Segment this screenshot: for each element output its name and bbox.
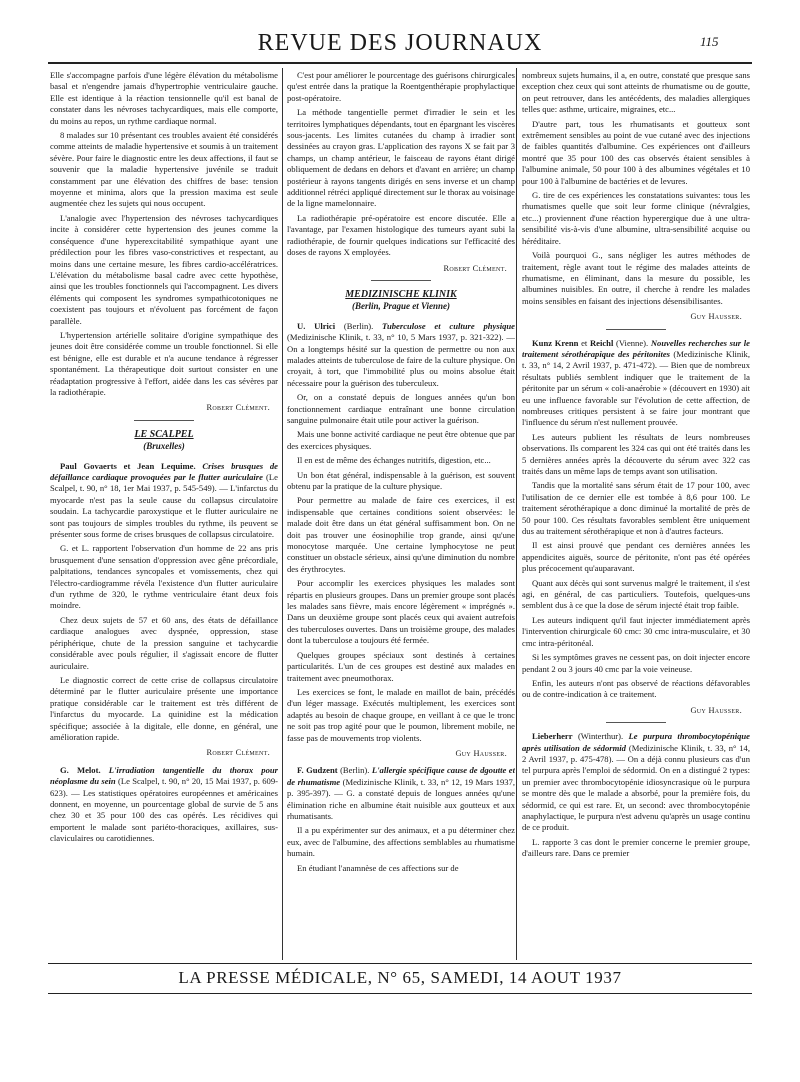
- paragraph: Voilà pourquoi G., sans négliger les autres méthodes de traitement, règle avant tout le régime des malades atteints de rhumatisme, en éliminant, dans la mesure du possible, les albumines nuisibles. En outre, il cherche à rendre les malades moins sensibles en faisant des injections désensibilisantes.: [522, 250, 750, 306]
- article-city: (Berlin).: [343, 320, 374, 331]
- paragraph: En étudiant l'anamnèse de ces affections sur de: [297, 862, 459, 873]
- header-rule: [48, 62, 752, 64]
- paragraph: Tandis que la mortalité sans sérum était de 17 pour 100, avec l'utilisation de ce dernier elle est tombée à 8,6 pour 100. Le traitement sérothérapique a donc diminué la mortalité de près de 50 pour 100. Ces résultats favorables semblent être uniquement dus au traitement sérothérapique et non à d'autres facteurs.: [522, 480, 750, 537]
- paragraph: Les auteurs publient les résultats de leurs nombreuses observations. Ils comparent les 324 cas qui ont été traités dans les 5 dernières années après la découverte du sérum avec 322 cas traités dans un même laps de temps avant son utilisation.: [522, 431, 750, 476]
- article-city: (Vienne).: [616, 337, 649, 348]
- column-3: [522, 70, 750, 958]
- article-title: Nouvelles recherches sur le traitement sérothérapique des péritonites: [522, 337, 750, 359]
- article-title: Tuberculose et culture physique: [382, 320, 515, 331]
- page-number: 115: [700, 34, 719, 49]
- article-authors: Kunz Krenn: [532, 337, 579, 348]
- journal-title: MEDIZINISCHE KLINIK: [345, 288, 457, 300]
- section-separator: [371, 280, 431, 281]
- article-reference: (Medizinische Klinik, t. 33, n° 14, 2 Avril 1937, p. 471-472). — Bien que de nombreux résultats publiés semblent indiquer que le traitement de la péritonite par un sérum « coli-anaérobie » (découvert en 1930) ait eu une influence favorable sur l'évolution de cette affection, de nombreuses critiques persistent à se faire jour montrant que l'influence du sérum n'est nullement prouvée.: [522, 348, 750, 428]
- paragraph: Il est ainsi prouvé que pendant ces dernières années les appendicites aiguës, source de péritonite, n'ont pas été opérées plus précocement qu'auparavant.: [522, 540, 750, 574]
- article-title: L'irradiation tangentielle du thorax pour néoplasme du sein: [50, 764, 278, 787]
- column-divider: [516, 68, 517, 960]
- author-signature: Robert Clément.: [206, 748, 270, 758]
- article-reference: (Medizinische Klinik, t. 33, n° 12, 19 Mars 1937, p. 395-397). — G. a constaté depuis de longues années qu'une élimination riche en albumine était nuisible aux goutteux et aux rhumatisants.: [287, 776, 515, 821]
- article-abstract: [287, 765, 515, 822]
- author-signature: Robert Clément.: [206, 403, 270, 413]
- article-authors: Paul Govaerts et Jean Lequime.: [60, 460, 196, 471]
- article-abstract: [522, 338, 750, 429]
- paragraph: G. et L. rapportent l'observation d'un homme de 22 ans pris brusquement d'une sensation d'oppression avec gêne précordiale, palpitations, tendances syncopales et vomissements, chez qui l'électro-cardiogramme révéla l'existence d'un flutter auriculaire d'un rythme de 320, le rythme ventriculaire étant deux fois moindre.: [50, 543, 278, 611]
- article-abstract: [50, 765, 278, 845]
- column-2: [287, 70, 515, 958]
- article-authors: Reichl: [589, 337, 614, 348]
- column-divider: [282, 68, 283, 960]
- article-authors: Lieberherr: [532, 731, 573, 742]
- article-authors: U. Ulrici: [297, 320, 336, 331]
- paragraph: L. rapporte 3 cas dont le premier concerne le premier groupe, d'ailleurs rare. Dans ce premier: [522, 836, 750, 859]
- article-abstract: [50, 461, 278, 541]
- paragraph: Quant aux décès qui sont survenus malgré le traitement, il s'est agi, en général, de cas particuliers. Toutefois, quelques-uns semblent dus à ce que la dose de sérum injecté était trop faible.: [522, 577, 750, 611]
- section-separator: [606, 329, 666, 330]
- paragraph: Il a pu expérimenter sur des animaux, et a pu déterminer chez eux, avec de l'albumine, des affections semblables au rhumatisme humain.: [287, 825, 515, 859]
- article-abstract: [522, 731, 750, 834]
- paragraph: Il en est de même des échanges nutritifs, digestion, etc...: [297, 455, 491, 466]
- paragraph: Le diagnostic correct de cette crise de collapsus circulatoire déterminé par le flutter auriculaire présente une importance pratique considérable car le traitement est très différent de l'infarctus du myocarde. La quinidine est la médication spécifique; associée à la digitale, elle donne, en général, une amélioration rapide.: [50, 674, 278, 742]
- section-separator: [606, 722, 666, 723]
- paragraph: nombreux sujets humains, il a, en outre, constaté que presque sans exception chez ceux qui sont atteints de rhumatisme ou de goutte, on peut retrouver, dans les antécédents, des maladies allergiques telles que: asthme, urticaire, migraines, etc...: [522, 70, 750, 115]
- author-signature: Guy Hausser.: [690, 705, 742, 715]
- paragraph: Quelques groupes spéciaux sont destinés à certaines particularités. L'un de ces groupes est destiné aux malades en traitement avec pneumothorax.: [287, 649, 515, 683]
- article-authors: G. Melot.: [60, 764, 101, 775]
- paragraph: G. tire de ces expériences les constatations suivantes: tous les rhumatismes quelle que soit leur forme clinique (névralgies, etc...) proviennent d'une réaction hyperergique due à une ultra-sensibilité vis-à-vis d'une albumine, ultra-sensibilité acquise ou héréditaire.: [522, 190, 750, 246]
- paragraph: Les exercices se font, le malade en maillot de bain, précédés d'un léger massage. Exécutés multiplement, les exercices sont adaptés au besoin de chaque groupe, en veillant à ce que le tronc ne soit pas trop agité pour que le poumon, librement mobile, ne fasse pas de mouvements trop violents.: [287, 686, 515, 743]
- article-reference: (Medizinische Klinik, t. 33, n° 14, 2 Avril 1937, p. 475-478). — On a déjà connu plusieurs cas d'un tel purpura après l'emploi de sédormid. On en a distingué 2 types: un premier avec thrombocytopénie idiosyncrasique où le purpura se montre dès que le malade a absorbé, pour la première fois, du sédormid, ce qui est rare. Et, un second: avec thrombocytopénie anaphylactique, le purpura n'est advenu qu'après un usage continu de ce produit.: [522, 742, 750, 833]
- article-abstract: [287, 321, 515, 389]
- paragraph: D'autre part, tous les rhumatisants et goutteux sont extrêmement sensibles au point de vue cutané avec des injections de faibles quantités d'albumine. Ces expériences ont d'ailleurs montré que 35 pour 100 des cas observés étaient sensibles à l'albumine animale, 50 pour 100 à des albumines végétales et 10 pour 100 à l'albumine de bactéries et de levures.: [522, 118, 750, 186]
- page-footer: LA PRESSE MÉDICALE, N° 65, SAMEDI, 14 AOUT 1937: [178, 968, 622, 987]
- paragraph: C'est pour améliorer le pourcentage des guérisons chirurgicales qu'est entrée dans la pratique la Roentgenthérapie prophylactique post-opératoire.: [287, 70, 515, 103]
- article-reference: (Medizinische Klinik, t. 33, n° 10, 5 Mars 1937, p. 321-322). — On a longtemps hésité sur la question de permettre ou non aux malades atteints de tuberculose de faire de la culture physique. On croyait, à tort, que l'immobilité plus ou moins absolue était nécessaire pour la guérison des tuberculeux.: [287, 332, 515, 388]
- paragraph: Or, on a constaté depuis de longues années qu'un bon fonctionnement cardiaque entraînant une bonne circulation sanguine pulmonaire était utile pour activer la guérison.: [287, 392, 515, 425]
- article-title: Crises brusques de défaillance cardiaque provoquées par le flutter auriculaire: [50, 460, 278, 482]
- journal-title: LE SCALPEL: [134, 428, 194, 440]
- footer-rule: [48, 993, 752, 994]
- paragraph: La méthode tangentielle permet d'irradier le sein et les territoires lymphatiques dépendants, tout en épargnant les viscères sous-jacents. Les limites cutanées du champ à irradier sont dessinées au crayon gras. L'application des rayons X se fait par 3 champs, un champ antérieur, le faisceau de rayons étant dirigé obliquement de dedans en dehors et d'avant en arrière; un champ postérieur à rayons tangents dirigés en sens inverse et un champ additionnel rétréci appliqué directement sur le thorax au voisinage de la ligne mamelonnaire.: [287, 107, 515, 209]
- section-separator: [134, 420, 194, 421]
- paragraph: Un bon état général, indispensable à la guérison, est souvent obtenu par la pratique de la culture physique.: [287, 469, 515, 491]
- author-signature: Robert Clément.: [443, 263, 507, 273]
- column-1: [50, 70, 278, 958]
- article-city: (Berlin).: [340, 765, 370, 776]
- paragraph: Elle s'accompagne parfois d'une légère élévation du métabolisme basal et n'engendre jamais d'hypertrophie ventriculaire gauche. Elle est identique à la réaction tensionnelle qu'il est banal de constater dans les névroses tachycardiques, mais elle comporte, du moins au repos, un rythme cardiaque normal.: [50, 70, 278, 126]
- article-authors: F. Gudzent: [297, 765, 338, 776]
- page-header-title: REVUE DES JOURNAUX: [257, 30, 543, 56]
- paragraph: Les auteurs indiquent qu'il faut injecter immédiatement après l'intervention chirurgicale 60 cmc: 30 cmc intra-musculaire, et 30 cmc intra-péritonéal.: [522, 614, 750, 648]
- article-title: L'allergie spécifique cause de dgoutte et de rhumatisme: [287, 765, 515, 787]
- paragraph: Chez deux sujets de 57 et 60 ans, des états de défaillance cardiaque analogues avec dyspnée, oppression, stase périphérique, chute de la pression sanguine et tachycardie considérable avec pouls régulier, il s'agissait encore de flutter auriculaire.: [50, 614, 278, 671]
- article-reference: (Le Scalpel, t. 90, n° 20, 15 Mai 1937, p. 609-623). — Les statistiques opératoires européennes et américaines donnent, en moyenne, un pourcentage global de survie de 5 ans chez 30 et 35 pour 100 des cas opérés. Les récidives qui emportent le malade sont pariéto-thoraciques, axillaires, sus-claviculaires ou carotidiennes.: [50, 776, 278, 844]
- author-signature: Guy Hausser.: [690, 312, 742, 322]
- paragraph: Pour accomplir les exercices physiques les malades sont répartis en plusieurs groupes. Dans un premier groupe sont placés les malades sans fièvre, mais encore légèrement « imprégnés ». Dans un deuxième groupe sont placés ceux qui avaient autrefois des tuberculoses ouvertes. Dans un troisième groupe, des malades dont la tuberculose a toujours été fermée.: [287, 578, 515, 646]
- paragraph: L'hypertension artérielle solitaire d'origine sympathique des jeunes doit être considérée comme un trouble fonctionnel. Si elle est bénigne, elle est durable et n'a aucune tendance à régresser spontanément. La thérapeutique doit surtout consister en une réadaptation progressive à l'effort, aidée dans les cas sévères par la radiothérapie.: [50, 329, 278, 397]
- article-city: (Winterthur).: [577, 731, 624, 742]
- paragraph: Pour permettre au malade de faire ces exercices, il est indispensable que certaines conditions soient observées: le malade doit être dans un état général suffisamment bon. On ne doit pas trouver une éosinophilie trop grande, ainsi qu'une monocytose marquée. Une certaine lymphocytose ne peut constituer un obstacle sérieux, ainsi qu'une diminution du nombre des érythrocytes.: [287, 495, 515, 574]
- paragraph: Mais une bonne activité cardiaque ne peut être obtenue que par des exercices physiques.: [287, 429, 515, 451]
- footer-rule: [48, 963, 752, 964]
- paragraph: 8 malades sur 10 présentant ces troubles avaient été considérés comme atteints de maladie hypertensive et soumis à un traitement sévère. Pour faire le diagnostic entre les deux affections, il faut se souvenir que la maladie hypertensive juvénile se traduit constamment par une élévation des chiffres de base: tension moyenne et minima, alors que la pression maxima est seule augmentée chez les sujets qui nous occupent.: [50, 130, 278, 209]
- journal-city: (Bruxelles): [143, 441, 185, 452]
- journal-city: (Berlin, Prague et Vienne): [351, 301, 450, 312]
- article-reference: (Le Scalpel, t. 90, n° 18, 1er Mai 1937, p. 545-549). — L'infarctus du myocarde n'est pas la seule cause du collapsus circulatoire soudain. La tachycardie paroxystique et le flutter auriculaire ne sont pas toujours de simples troubles du rythme, ils peuvent se présenter sous forme de crises brusques de collapsus circulatoire.: [50, 472, 278, 540]
- article-conjunction: et: [581, 337, 588, 348]
- paragraph: La radiothérapie pré-opératoire est encore discutée. Elle a l'avantage, par l'examen histologique des tumeurs ayant subi la radiothérapie, de fournir quelques indications sur l'efficacité des doses de rayons X employées.: [287, 212, 515, 258]
- paragraph: Si les symptômes graves ne cessent pas, on doit injecter encore pendant 2 ou 3 jours 40 cmc par la voie veineuse.: [522, 652, 750, 674]
- paragraph: L'analogie avec l'hypertension des névroses tachycardiques incite à considérer cette hypertension des jeunes comme la conséquence d'une hyperexcitabilité sympathique ayant une prédilection pour les fibres vaso-constrictives et respectant, au moins dans une certaine mesure, les fibres cardio-accélératrices. L'élévation du métabolisme basal cadre avec cette hypothèse, ainsi que les troubles fonctionnels qui l'accompagnent. Les divers éléments qui composent les syndromes sympathicotoniques ne coexistent pas toujours et n'évoluent pas forcément de façon parallèle.: [50, 212, 278, 326]
- paragraph: Enfin, les auteurs n'ont pas observé de réactions défavorables ou de contre-indication à ce traitement.: [522, 677, 750, 700]
- author-signature: Guy Hausser.: [455, 748, 507, 758]
- article-title: Le purpura thrombocytopénique après utilisation de sédormid: [522, 731, 750, 753]
